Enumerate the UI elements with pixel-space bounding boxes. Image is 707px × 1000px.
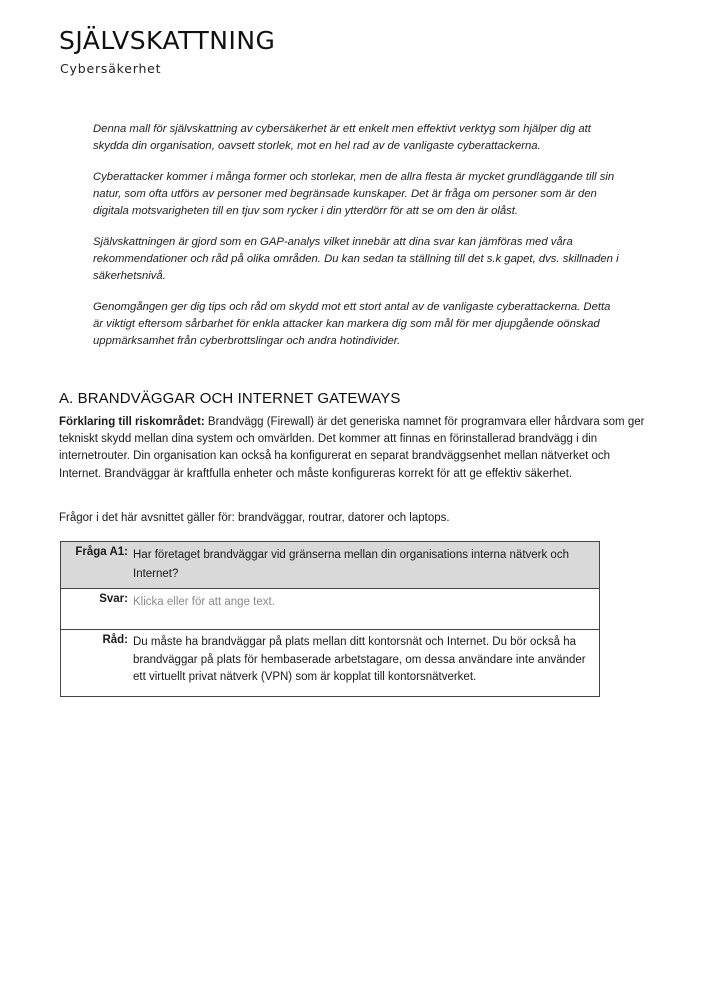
answer-label: Svar:: [99, 593, 128, 605]
intro-text: [93, 121, 623, 364]
question-row: [61, 542, 599, 588]
intro-paragraph: Cyberattacker kommer i många former och storlekar, men de allra flesta är mycket grundläggande till sin natur, som ofta utförs av personer med begränsade kunskaper. Det är fråga om personer som är den digitala motsvarigheten till en tjuv som rycker i din ytterdörr för att se om den är olåst.: [93, 171, 615, 217]
advice-text: Du måste ha brandväggar på plats mellan ditt kontorsnät och Internet. Du bör också ha brandväggar på plats för hembaserade arbetstagare, om dessa användare inte använder ett virtuellt privat nätverk (VPN) som är kopplat till kontorsnätverket.: [133, 636, 586, 683]
advice-label: Råd:: [102, 634, 128, 646]
intro-paragraph: Självskattningen är gjord som en GAP-analys vilket innebär att dina svar kan jämföras med våra rekommendationer och råd på olika områden. Du kan sedan ta ställning till det s.k gapet, dvs. skillnaden i säkerhetsnivå.: [93, 236, 619, 282]
section-heading: A. BRANDVÄGGAR OCH INTERNET GATEWAYS: [59, 390, 401, 407]
intro-paragraph: Genomgången ger dig tips och råd om skydd mot ett stort antal av de vanligaste cyberattackerna. Detta är viktigt eftersom sårbarhet för enkla attacker kan markera dig som mål för mer djupgående oönskad uppmärksamhet från cyberbrottslingar och andra hotindivider.: [93, 301, 611, 347]
document-title: SJÄLVSKATTNING: [59, 26, 276, 55]
applies-to-text: Frågor i det här avsnittet gäller för: brandväggar, routrar, datorer och laptops.: [59, 512, 450, 524]
intro-paragraph: Denna mall för självskattning av cybersäkerhet är ett enkelt men effektivt verktyg som hjälper dig att skydda din organisation, oavsett storlek, mot en hel rad av de vanligaste cyberattackerna.: [93, 123, 591, 152]
question-text: Har företaget brandväggar vid gränserna mellan din organisations interna nätverk och Internet?: [133, 549, 569, 580]
answer-field[interactable]: Klicka eller för att ange text.: [133, 596, 275, 608]
question-label: Fråga A1:: [75, 546, 128, 558]
advice-row: [61, 629, 599, 696]
document-subtitle: Cybersäkerhet: [60, 61, 162, 76]
explanation-text: Brandvägg (Firewall) är det generiska namnet för programvara eller hårdvara som ger tekniskt skydd mellan dina system och omvärlden. Det kommer att finnas en förinstallerad brandvägg i din internetrouter. Din organisation kan också ha konfigurerat en separat brandväggsenhet mellan nätverket och Internet. Brandväggar är kraftfulla enheter och måste konfigureras korrekt för att ge effektiv säkerhet.: [59, 416, 645, 480]
risk-explanation: [59, 414, 649, 483]
explanation-lead: Förklaring till riskområdet:: [59, 416, 205, 428]
question-table: [60, 541, 600, 697]
answer-row: [61, 588, 599, 629]
